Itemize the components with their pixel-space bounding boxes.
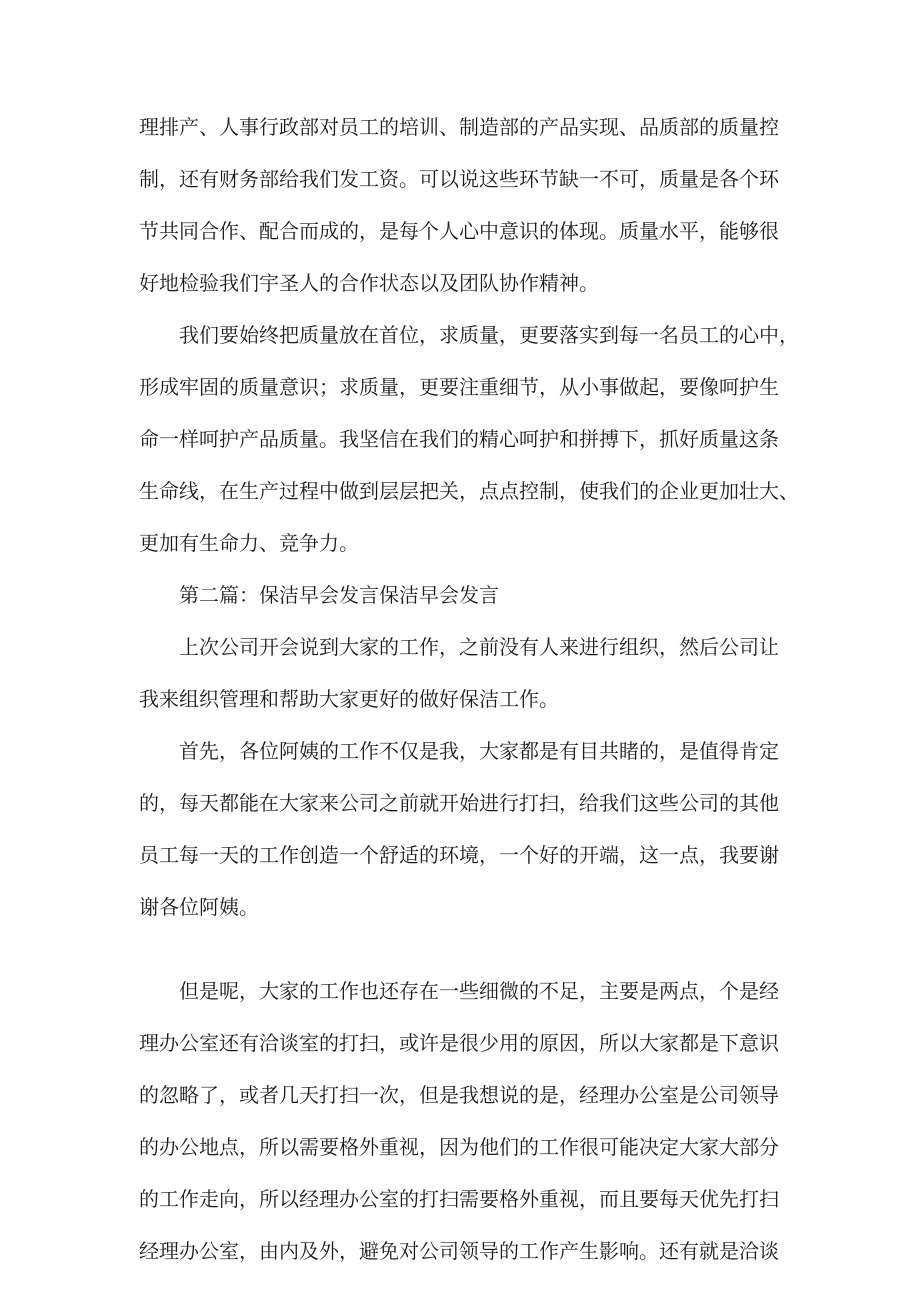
text-line: 首先，各位阿姨的工作不仅是我，大家都是有目共睹的，是值得肯定 bbox=[179, 739, 779, 763]
text-line: 制，还有财务部给我们发工资。可以说这些环节缺一不可，质量是各个环 bbox=[139, 167, 779, 191]
text-line: 节共同合作、配合而成的，是每个人心中意识的体现。质量水平，能够很 bbox=[139, 219, 779, 243]
text-line: 上次公司开会说到大家的工作，之前没有人来进行组织，然后公司让 bbox=[179, 635, 779, 659]
text-line: 谢各位阿姨。 bbox=[139, 895, 259, 919]
text-line: 好地检验我们宇圣人的合作状态以及团队协作精神。 bbox=[139, 271, 599, 295]
text-line: 形成牢固的质量意识；求质量，更要注重细节，从小事做起，要像呵护生 bbox=[139, 375, 779, 399]
text-line: 生命线，在生产过程中做到层层把关，点点控制，使我们的企业更加壮大、 bbox=[139, 479, 799, 503]
text-line: 理排产、人事行政部对员工的培训、制造部的产品实现、品质部的质量控 bbox=[139, 115, 779, 139]
text-line: 的忽略了，或者几天打扫一次，但是我想说的是，经理办公室是公司领导 bbox=[139, 1083, 779, 1107]
text-line: 的工作走向，所以经理办公室的打扫需要格外重视，而且要每天优先打扫 bbox=[139, 1187, 779, 1211]
text-line: 我们要始终把质量放在首位，求质量，更要落实到每一名员工的心中， bbox=[179, 323, 799, 347]
text-line: 的办公地点，所以需要格外重视，因为他们的工作很可能决定大家大部分 bbox=[139, 1135, 779, 1159]
text-line: 理办公室还有洽谈室的打扫，或许是很少用的原因，所以大家都是下意识 bbox=[139, 1031, 779, 1055]
text-line: 经理办公室，由内及外，避免对公司领导的工作产生影响。还有就是洽谈 bbox=[139, 1239, 779, 1263]
text-line: 命一样呵护产品质量。我坚信在我们的精心呵护和拼搏下，抓好质量这条 bbox=[139, 427, 779, 451]
text-line: 更加有生命力、竞争力。 bbox=[139, 531, 359, 555]
text-line: 员工每一天的工作创造一个舒适的环境，一个好的开端，这一点，我要谢 bbox=[139, 843, 779, 867]
text-line: 但是呢，大家的工作也还存在一些细微的不足，主要是两点，个是经 bbox=[179, 979, 779, 1003]
text-line: 的，每天都能在大家来公司之前就开始进行打扫，给我们这些公司的其他 bbox=[139, 791, 779, 815]
text-line: 我来组织管理和帮助大家更好的做好保洁工作。 bbox=[139, 687, 559, 711]
section-heading: 第二篇：保洁早会发言保洁早会发言 bbox=[179, 583, 499, 607]
